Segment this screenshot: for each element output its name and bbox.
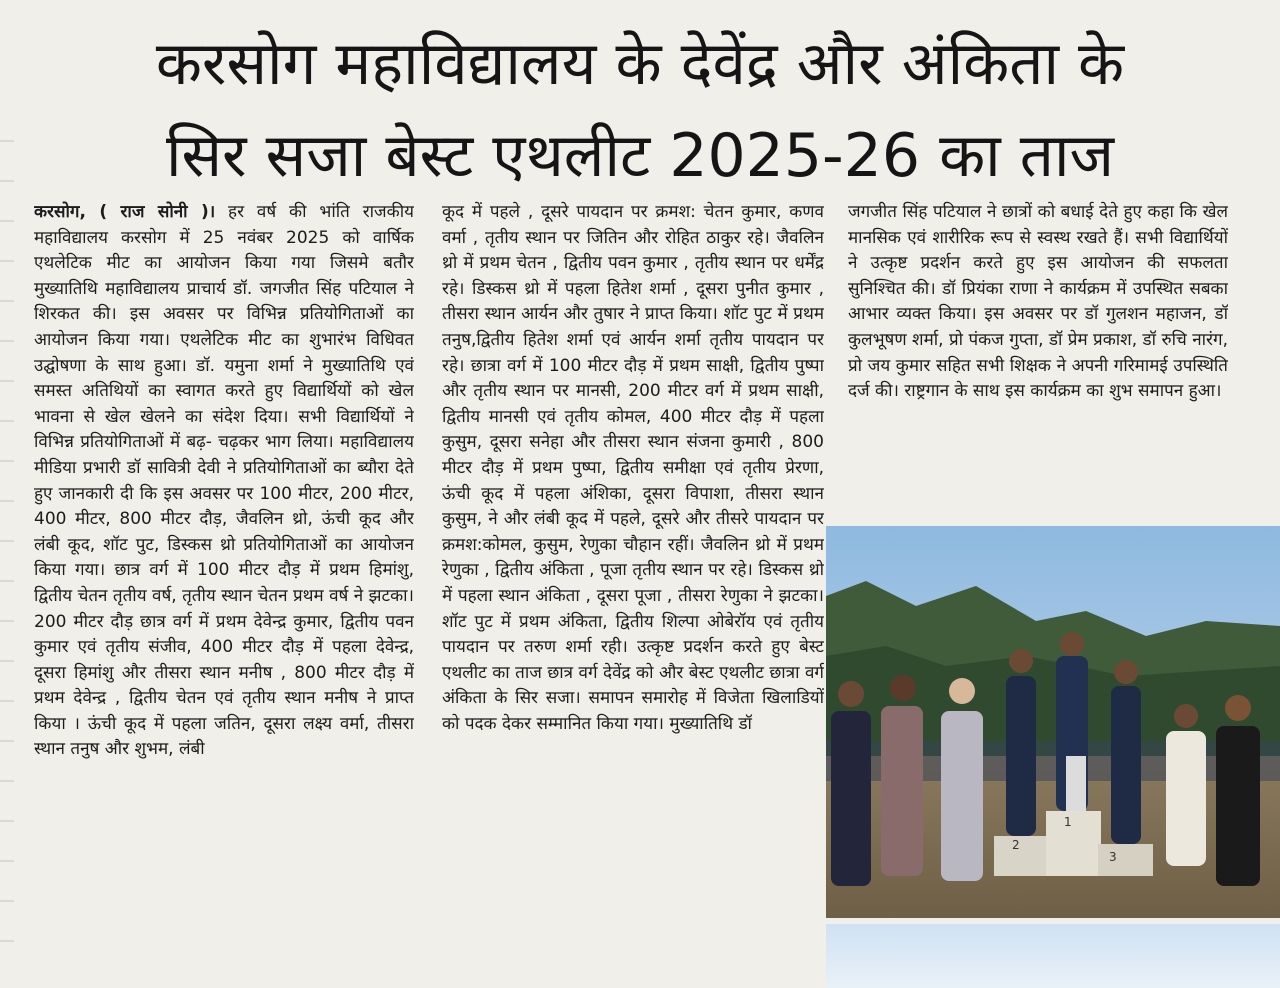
headline-line-2: सिर सजा बेस्ट एथलीट 2025-26 का ताज (165, 121, 1115, 191)
podium-label-3: 3 (1109, 850, 1117, 864)
article-column-1 (34, 200, 414, 980)
article-text-col2: कूद में पहले , दूसरे पायदान पर क्रमश: चेतन कुमार, कणव वर्मा , तृतीय स्थान पर जितिन और रोहित ठाकुर रहे। जैवलिन थ्रो में प्रथम चेतन , द्वितीय पवन कुमार , तृतीय स्थान पर धर्मेंद्र रहे। डिस्कस थ्रो में पहला हितेश शर्मा , दूसरा पुनीत कुमार , तीसरा स्थान आर्यन और तुषार ने प्राप्त किया। शॉट पुट में प्रथम तनुष,द्वितीय हितेश शर्मा एवं आर्यन शर्मा तृतीय पायदान पर रहे। छात्रा वर्ग में 100 मीटर दौड़ में प्रथम साक्षी, द्वितीय पुष्पा और तृतीय स्थान पर मानसी, 200 मीटर वर्ग में प्रथम साक्षी, द्वितीय मानसी एवं तृतीय कोमल, 400 मीटर दौड़ में पहला कुसुम, दूसरा सनेहा और तीसरा स्थान संजना कुमारी , 800 मीटर दौड़ में प्रथम पुष्पा, द्वितीय समीक्षा एवं तृतीय प्रेरणा, ऊंची कूद में पहला अंशिका, दूसरा विपाशा, तीसरा स्थान कुसुम, ने और लंबी कूद में पहले, दूसरे और तीसरे पायदान पर क्रमश:कोमल, कुसुम, रेणुका चौहान रहीं। जैवलिन थ्रो में प्रथम रेणुका , द्वितीय अंकिता , पूजा तृतीय स्थान पर रहे। डिस्कस थ्रो में पहला स्थान अंकिता , दूसरा पूजा , तीसरा रेणुका ने झटका। शॉट पुट में प्रथम अंकिता, द्वितीय शिल्पा ओबेरॉय एवं तृतीय पायदान पर तरुण शर्मा रही। उत्कृष्ट प्रदर्शन करते हुए बेस्ट एथलीट का ताज छात्र वर्ग देवेंद्र को और बेस्ट एथलीट छात्रा वर्ग अंकिता के सिर सजा। समापन समारोह में विजेता खिलाडियों को पदक देकर सम्मानित किया गया। मुख्यातिथि डॉ (442, 202, 824, 734)
article-text-col1: हर वर्ष की भांति राजकीय महाविद्यालय करसोग में 25 नवंबर 2025 को वार्षिक एथलेटिक मीट का आयोजन किया गया जिसमे बतौर मुख्यातिथि महाविद्यालय प्राचार्य डॉ. जगजीत सिंह पटियाल ने शिरकत की। इस अवसर पर विभिन्न प्रतियोगिताओं का आयोजन किया गया। एथलेटिक मीट का शुभारंभ विधिवत उद्घोषणा के साथ हुआ। डॉ. यमुना शर्मा ने मुख्यातिथि एवं समस्त अतिथियों का स्वागत करते हुए विद्यार्थियों को खेल भावना से खेल खेलने का संदेश दिया। सभी विद्यार्थियों ने विभिन्न प्रतियोगिताओं में बढ़- चढ़कर भाग लिया। महाविद्यालय मीडिया प्रभारी डॉ सावित्री देवी ने प्रतियोगिताओं का ब्यौरा देते हुए जानकारी दी कि इस अवसर पर 100 मीटर, 200 मीटर, 400 मीटर, 800 मीटर दौड़, जैवलिन थ्रो, ऊंची कूद और लंबी कूद, शॉट पुट, डिस्कस थ्रो प्रतियोगिताओं का आयोजन किया गया। छात्र वर्ग में 100 मीटर दौड़ में प्रथम हिमांशु, द्वितीय चेतन तृतीय वर्ष, तृतीय स्थान चेतन प्रथम वर्ष ने झटका। 200 मीटर दौड़ छात्र वर्ग में प्रथम देवेन्द्र कुमार, द्वितीय पवन कुमार एवं तृतीय संजीव, 400 मीटर दौड़ में पहला देवेन्द्र, दूसरा हिमांशु और तीसरा स्थान मनीष , 800 मीटर दौड़ में प्रथम देवेन्द्र , द्वितीय चेतन एवं तृतीय स्थान मनीष ने प्राप्त किया । ऊंची कूद में पहला जतिन, दूसरा लक्ष्य वर्मा, तीसरा स्थान तनुष और शुभम, लंबी (34, 202, 414, 760)
podium-photo-illustration (826, 526, 1280, 918)
page-fold-edge (0, 120, 14, 980)
podium-label-2: 2 (1012, 838, 1020, 852)
podium-3 (1098, 844, 1153, 876)
article-column-3 (848, 200, 1228, 510)
podium-label-1: 1 (1064, 815, 1072, 829)
headline-line-1: करसोग महाविद्यालय के देवेंद्र और अंकिता के (155, 29, 1125, 99)
dateline: करसोग, ( राज सोनी )। (34, 202, 216, 222)
headline (0, 18, 1280, 202)
article-text-col3: जगजीत सिंह पटियाल ने छात्रों को बधाई देते हुए कहा कि खेल मानसिक एवं शारीरिक रूप से स्वस्थ रखते हैं। सभी विद्यार्थियों ने उत्कृष्ट प्रदर्शन करते हुए इस आयोजन की सफलता सुनिश्चित की। डॉ प्रियंका राणा ने कार्यक्रम में उपस्थित सबका आभार व्यक्त किया। इस अवसर पर डॉ गुलशन महाजन, डॉ कुलभूषण शर्मा, प्रो पंकज गुप्ता, डॉ प्रेम प्रकाश, डॉ रुचि नारंग, प्रो जय कुमार सहित सभी शिक्षक ने अपनी गरिमामई उपस्थिति दर्ज की। राष्ट्रगान के साथ इस कार्यक्रम का शुभ समापन हुआ। (848, 202, 1228, 402)
podium-2 (994, 836, 1049, 876)
second-photo-edge (826, 924, 1280, 988)
event-photo (826, 526, 1280, 918)
podium-1 (1046, 811, 1101, 876)
article-column-2 (442, 200, 824, 980)
